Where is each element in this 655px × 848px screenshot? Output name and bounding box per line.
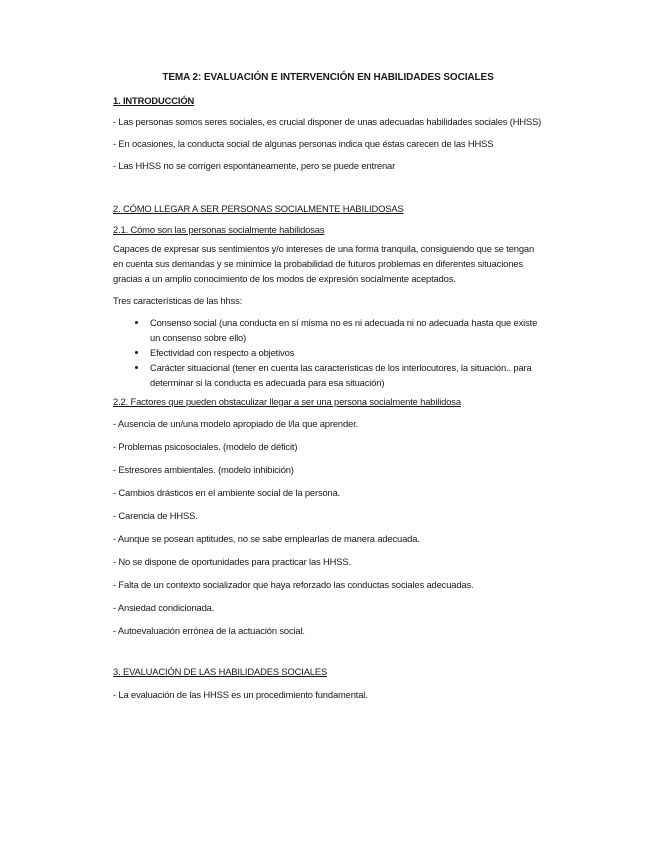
characteristics-list xyxy=(113,315,543,390)
factor-item: - Aunque se posean aptitudes, no se sabe emplearlas de manera adecuada. xyxy=(113,533,420,544)
factor-item: - No se dispone de oportunidades para practicar las HHSS. xyxy=(113,556,351,567)
factor-item: - Autoevaluación errónea de la actuación social. xyxy=(113,625,305,636)
factor-item: - Ansiedad condicionada. xyxy=(113,602,215,613)
intro-line: - Las HHSS no se corrigen espontáneamente, pero se puede entrenar xyxy=(113,160,396,171)
characteristics-intro: Tres características de las hhss: xyxy=(113,295,243,306)
section-3-heading: 3. EVALUACIÓN DE LAS HABILIDADES SOCIALES xyxy=(113,666,328,677)
factor-item: - Carencia de HHSS. xyxy=(113,510,198,521)
habilidosas-paragraph: Capaces de expresar sus sentimientos y/o intereses de una forma tranquila, consiguiendo que se tengan en cuenta sus demandas y se minimice la probabilidad de futuros problemas en diferentes situaciones gracias a un amplio conocimiento de los modos de expresión socialmente aceptados. xyxy=(113,243,535,284)
document-page xyxy=(113,70,543,709)
factor-item: - Estresores ambientales. (modelo inhibición) xyxy=(113,464,294,475)
factor-item: - Ausencia de un/una modelo apropiado de l/la que aprender. xyxy=(113,418,358,429)
section-2-heading: 2. CÓMO LLEGAR A SER PERSONAS SOCIALMENTE HABILIDOSAS xyxy=(113,203,404,214)
list-item: • Carácter situacional (tener en cuenta las características de los interlocutores, la situación.. para determinar si la conducta es adecuada para esa situación) xyxy=(148,360,543,390)
spacer xyxy=(113,646,543,664)
evaluation-line: - La evaluación de las HHSS es un procedimiento fundamental. xyxy=(113,689,368,700)
factor-item: - Problemas psicosociales. (modelo de déficit) xyxy=(113,441,298,452)
intro-line: - Las personas somos seres sociales, es crucial disponer de unas adecuadas habilidades sociales (HHSS) xyxy=(113,116,542,127)
list-item: • Efectividad con respecto a objetivos xyxy=(148,345,543,360)
factor-item: - Falta de un contexto socializador que haya reforzado las conductas sociales adecuadas. xyxy=(113,579,474,590)
section-2-1-heading: 2.1. Cómo son las personas socialmente habilidosas xyxy=(113,224,325,235)
document-title: TEMA 2: EVALUACIÓN E INTERVENCIÓN EN HABILIDADES SOCIALES xyxy=(162,72,494,83)
section-1-heading: 1. INTRODUCCIÓN xyxy=(113,95,195,106)
section-2-2-heading: 2.2. Factores que pueden obstaculizar llegar a ser una persona socialmente habilidosa xyxy=(113,396,461,407)
intro-line: - En ocasiones, la conducta social de algunas personas indica que éstas carecen de las HHSS xyxy=(113,138,494,149)
factor-item: - Cambios drásticos en el ambiente social de la persona. xyxy=(113,487,341,498)
list-item: • Consenso social (una conducta en sí misma no es ni adecuada ni no adecuada hasta que existe un consenso sobre ello) xyxy=(148,315,543,345)
spacer xyxy=(113,180,543,201)
